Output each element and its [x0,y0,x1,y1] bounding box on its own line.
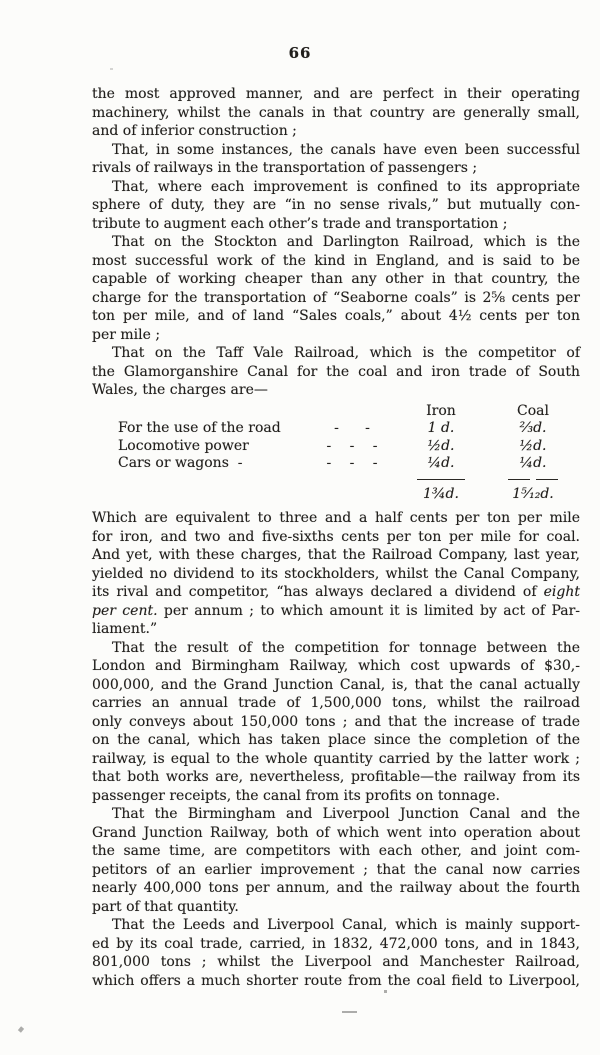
text-line: carries an annual trade of 1,500,000 tons, whilst the railroad [92,695,580,711]
sum-rule-coal [486,476,580,484]
scan-artifact [342,1011,357,1013]
text-line: Which are equivalent to three and a half cents per ton per mile [92,510,580,526]
total-iron: 1¾d. [423,485,459,502]
paragraph [92,805,580,916]
charges-table-header [118,403,580,421]
text-line: ton per mile, and of land “Sales coals,” about 4½ cents per ton [92,308,580,324]
text-line: That on the Taff Vale Railroad, which is the competitor of [112,345,580,361]
column-header-coal: Coal [517,402,549,419]
text-line: most successful work of the kind in England, and is said to be [92,252,580,269]
paragraphs-after-table [92,509,580,990]
charges-table-rules [118,476,580,484]
row-label: Cars or wagons - [118,455,243,471]
text-line: the same time, are competitors with each other, and joint com- [92,843,580,859]
text-line: yielded no dividend to its stockholders, whilst the Canal Company, [92,565,580,582]
paragraph [92,509,580,639]
charges-table-totals [118,486,580,504]
text-line: Grand Junction Railway, both of which went into operation about [92,824,580,841]
row-label: Locomotive power [118,437,249,454]
text-line: capable of working cheaper than any other in that country, the [92,271,580,287]
coal-value: ¼d. [519,455,547,471]
text-line: machinery, whilst the canals in that country are generally small, [92,104,580,121]
paragraph [92,141,580,178]
total-coal: 1⁵⁄₁₂d. [512,485,554,502]
table-row [118,420,580,438]
scan-artifact [556,208,565,210]
paragraph [92,178,580,234]
text-line: that both works are, nevertheless, profitable—the railway from its [92,769,580,785]
leader-dashes: - - - [326,455,378,471]
charges-table [118,403,580,504]
text-line: That the Leeds and Liverpool Canal, which is mainly support- [112,917,580,933]
text-line: which offers a much shorter route from the coal field to Liverpool, [92,972,580,989]
text-line: per cent. per annum ; to which amount it is limited by act of Par- [92,602,580,619]
scan-artifact [110,68,113,70]
scan-artifact [384,990,387,993]
iron-value: 1 d. [427,420,455,436]
text-line: the most approved manner, and are perfect in their operating [92,86,580,102]
charges-table-rows [118,420,580,473]
document-body [92,85,580,990]
text-line: the Glamorganshire Canal for the coal and iron trade of South [92,363,580,380]
text-line: London and Birmingham Railway, which cost upwards of $30,- [92,658,580,674]
sum-rule-iron [396,476,486,484]
iron-value: ¼d. [427,455,455,471]
text-line: charge for the transportation of “Seaborne coals” is 2⅝ cents per [92,289,580,306]
text-line: sphere of duty, they are “in no sense rivals,” but mutually con- [92,197,580,213]
scan-artifact [18,1026,24,1032]
coal-value: ½d. [519,437,547,454]
text-line: liament.” [92,621,158,637]
table-row [118,438,580,456]
text-line: ed by its coal trade, carried, in 1832, 472,000 tons, and in 1843, [92,935,580,952]
text-line: And yet, with these charges, that the Railroad Company, last year, [92,547,580,563]
leader-dashes: - - - [326,437,378,454]
column-header-iron: Iron [426,402,456,419]
paragraph [92,639,580,806]
text-line: That, in some instances, the canals have even been successful [112,141,580,158]
text-line: its rival and competitor, “has always declared a dividend of eight [92,584,580,600]
paragraph [92,85,580,141]
text-line: That on the Stockton and Darlington Railroad, which is the [112,234,580,250]
paragraph [92,916,580,990]
text-line: per mile ; [92,326,161,343]
text-line: petitors of an earlier improvement ; that the canal now carries [92,861,580,878]
paragraph [92,344,580,400]
text-line: 801,000 tons ; whilst the Liverpool and Manchester Railroad, [92,954,580,970]
text-line: passenger receipts, the canal from its profits on tonnage. [92,787,500,804]
coal-value: ⅔d. [519,420,547,436]
page-number: 66 [288,44,312,62]
text-line: tribute to augment each other’s trade and transportation ; [92,215,508,232]
text-line: Wales, the charges are— [92,382,268,398]
table-row [118,455,580,473]
text-line: and of inferior construction ; [92,123,297,139]
leader-dashes: - - [334,420,370,436]
text-line: rivals of railways in the transportation of passengers ; [92,160,478,176]
text-line: only conveys about 150,000 tons ; and that the increase of trade [92,713,580,730]
text-line: That, where each improvement is confined to its appropriate [112,178,580,195]
text-line: nearly 400,000 tons per annum, and the railway about the fourth [92,880,580,896]
text-line: part of that quantity. [92,898,239,915]
text-line: That the result of the competition for tonnage between the [112,639,580,656]
paragraph [92,233,580,344]
text-line: 000,000, and the Grand Junction Canal, is, that the canal actually [92,676,580,693]
text-line: railway, is equal to the whole quantity carried by the latter work ; [92,750,580,767]
paragraphs-before-table [92,85,580,400]
text-line: That the Birmingham and Liverpool Junction Canal and the [112,806,580,822]
text-line: on the canal, which has taken place since the completion of the [92,732,580,748]
row-label: For the use of the road [118,420,281,436]
iron-value: ½d. [427,437,455,454]
text-line: for iron, and two and five-sixths cents per ton per mile for coal. [92,528,580,545]
